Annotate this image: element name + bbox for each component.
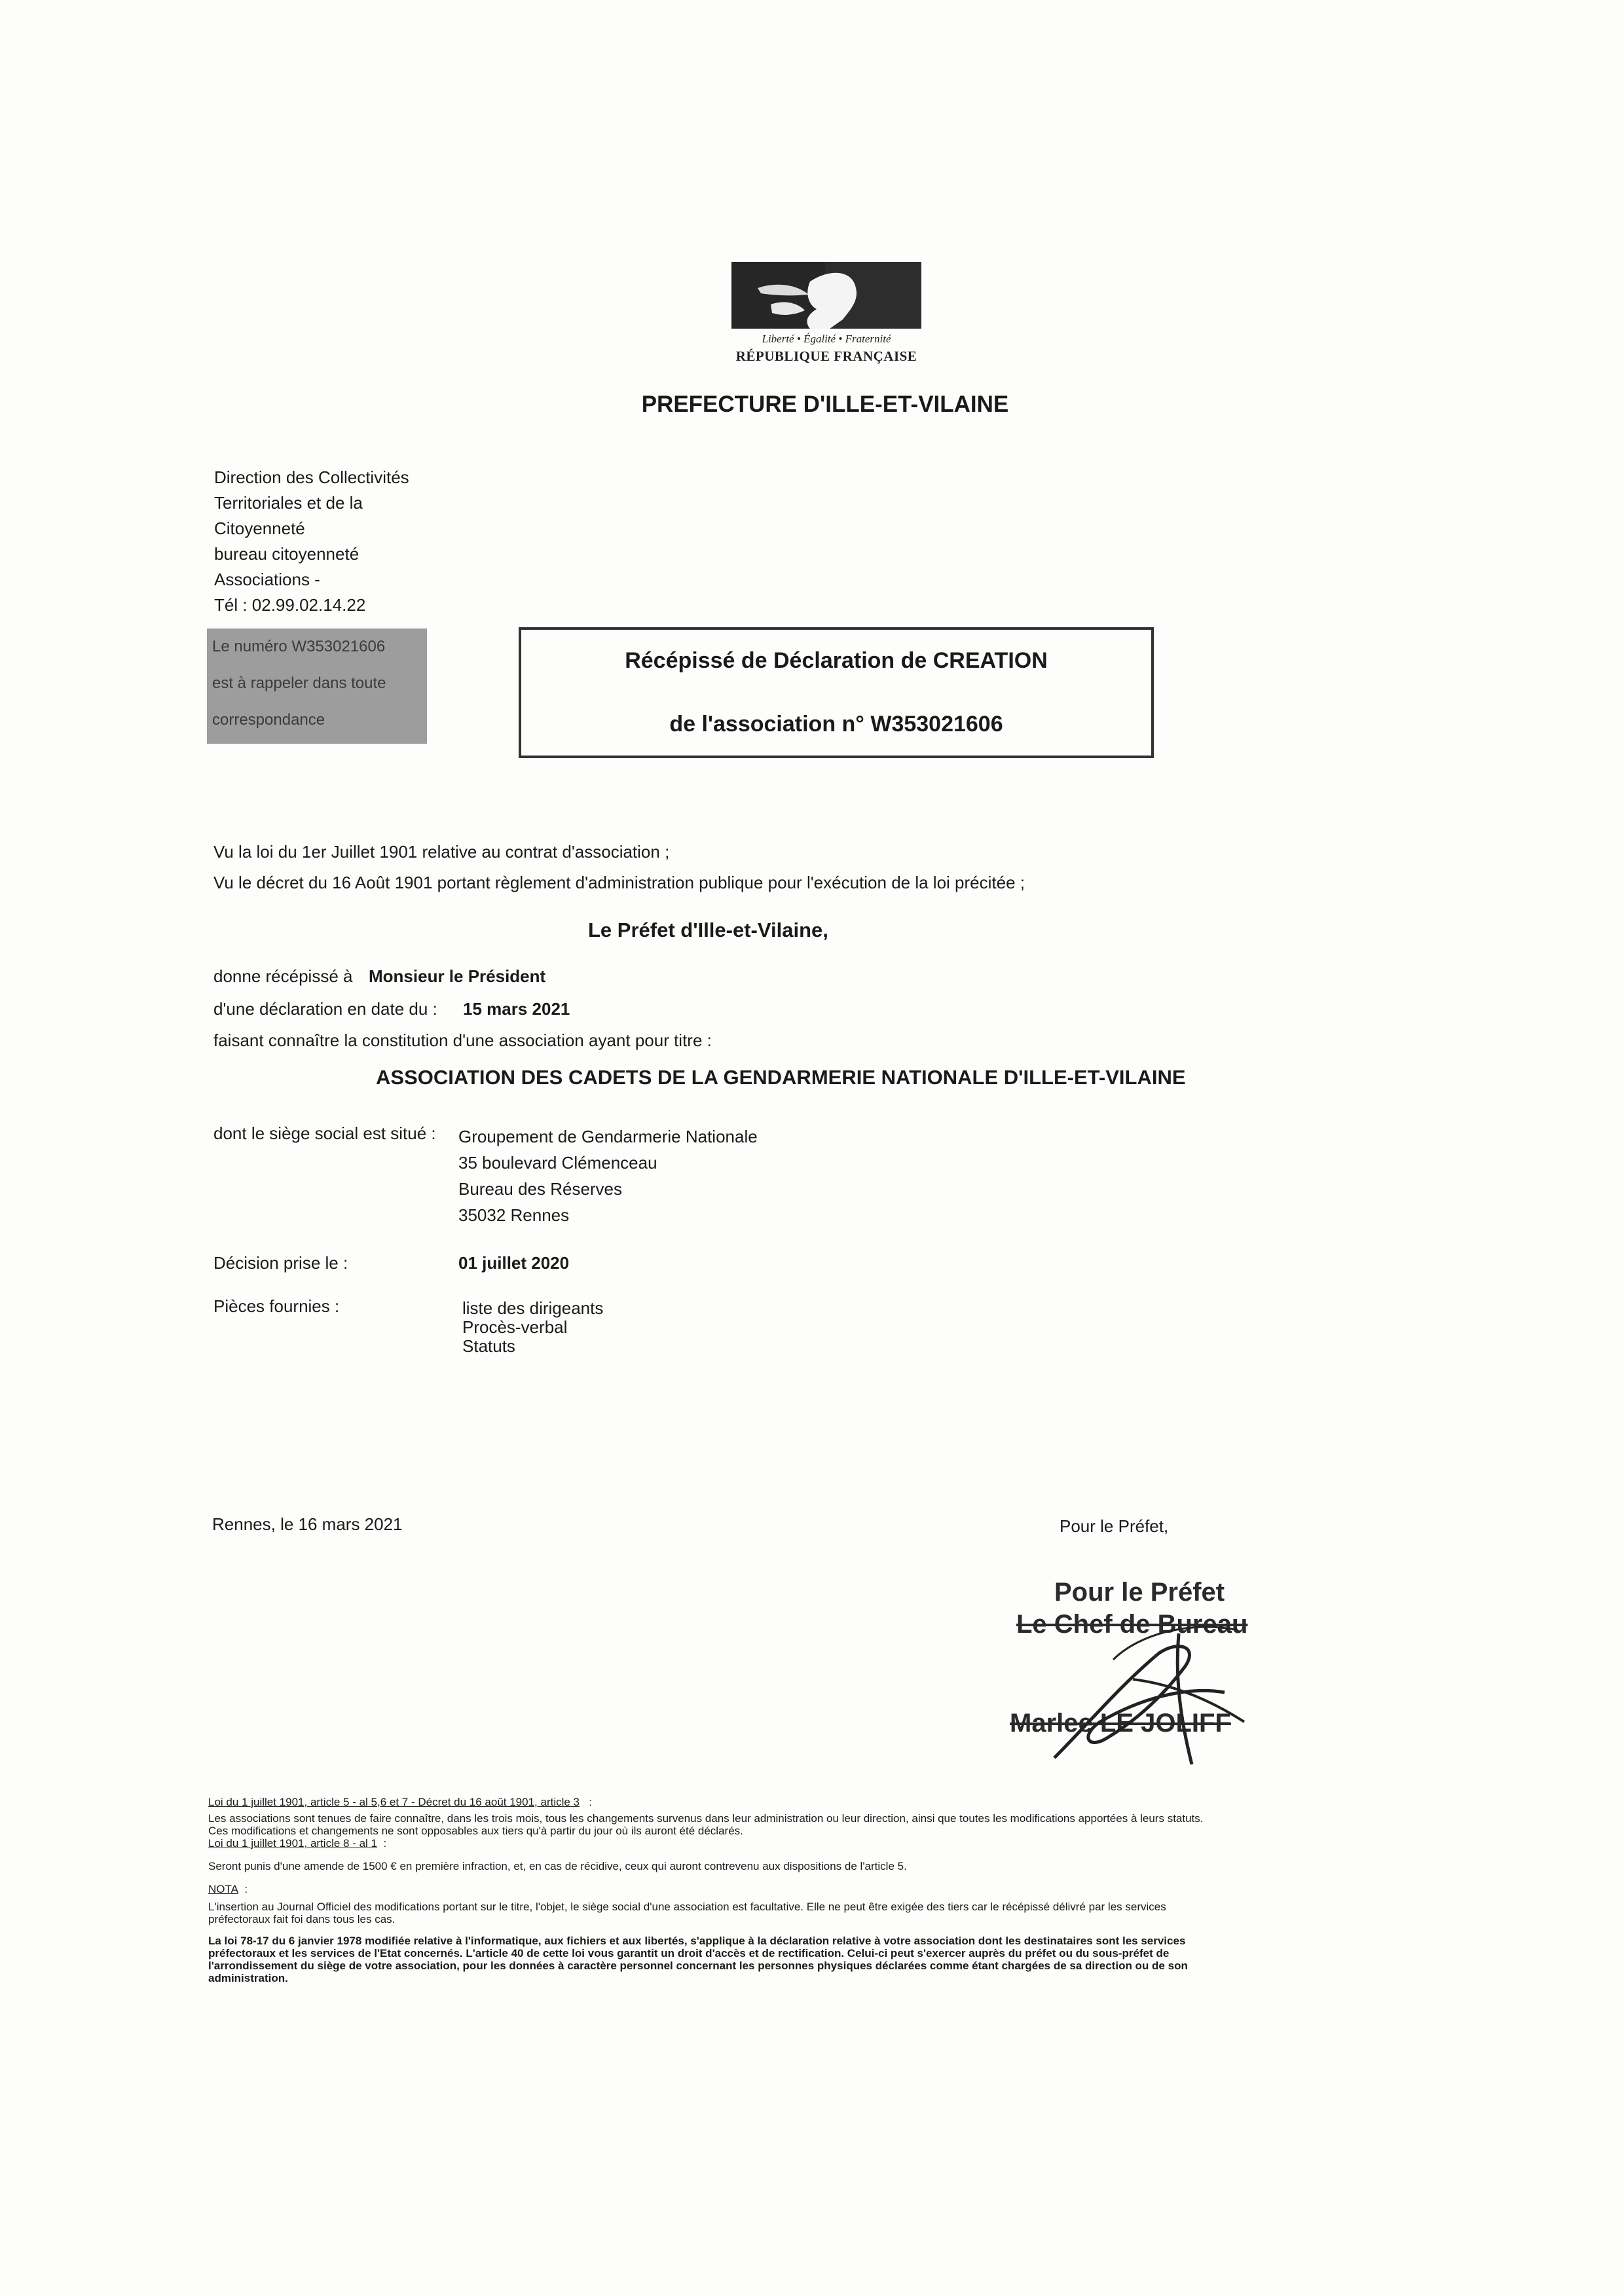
footer-ref-2 bbox=[208, 1837, 1428, 1850]
decision-label: Décision prise le : bbox=[213, 1253, 348, 1273]
stamp-name: Marlee LE JOLIFF bbox=[1010, 1709, 1231, 1738]
nota-label: NOTA bbox=[208, 1883, 238, 1895]
footer-ref-1-text: Loi du 1 juillet 1901, article 5 - al 5,6 et 7 - Décret du 16 août 1901, article 3 bbox=[208, 1796, 580, 1808]
address-line: 35 boulevard Clémenceau bbox=[458, 1153, 657, 1173]
legal-ref-decree: Vu le décret du 16 Août 1901 portant règlement d'administration publique pour l'exécution de la loi précitée ; bbox=[213, 873, 1025, 892]
nota-text: L'insertion au Journal Officiel des modifications portant sur le titre, l'objet, le siège social d'une association est facultative. Elle ne peut être exigée des tiers car le récépissé délivré par les services bbox=[208, 1901, 1166, 1913]
stamp-line: Pour le Préfet bbox=[1054, 1578, 1225, 1607]
place-date: Rennes, le 16 mars 2021 bbox=[212, 1514, 403, 1534]
title-label: faisant connaître la constitution d'une association ayant pour titre : bbox=[213, 1030, 712, 1050]
declaration-date: 15 mars 2021 bbox=[463, 999, 570, 1019]
association-name: ASSOCIATION DES CADETS DE LA GENDARMERIE NATIONALE D'ILLE-ET-VILAINE bbox=[376, 1066, 1186, 1089]
footer-ref-1-suffix: : bbox=[589, 1796, 592, 1808]
receipt-title: Récépissé de Déclaration de CREATION bbox=[625, 648, 1048, 673]
footer-ref-1 bbox=[208, 1796, 1428, 1808]
declaration-date-label: d'une déclaration en date du : bbox=[213, 999, 437, 1019]
document-item: Procès-verbal bbox=[462, 1317, 568, 1337]
address-line: Bureau des Réserves bbox=[458, 1179, 623, 1199]
nota bbox=[208, 1883, 1428, 1895]
footer-text-2: Seront punis d'une amende de 1500 € en première infraction, et, en cas de récidive, ceux qui auront contrevenu aux dispositions de l'article 5. bbox=[208, 1860, 907, 1872]
footer-text-1: Les associations sont tenues de faire connaître, dans les trois mois, tous les changements survenus dans leur administration ou leur direction, ainsi que toutes les modifications apportées à leurs statuts. bbox=[208, 1812, 1204, 1825]
documents-list bbox=[462, 1299, 603, 1356]
reference-note bbox=[207, 629, 427, 744]
gives-receipt-label: donne récépissé à bbox=[213, 966, 353, 986]
association-number: de l'association n° W353021606 bbox=[669, 712, 1003, 737]
documents-label: Pièces fournies : bbox=[213, 1296, 340, 1316]
footer-notes bbox=[208, 1796, 1428, 1984]
handwritten-signature bbox=[1028, 1594, 1303, 1784]
nota-suffix: : bbox=[244, 1883, 248, 1895]
cnil-line: préfectoraux et les services de l'Etat concernés. L'article 40 de cette loi vous garantit un droit d'accès et de rectification. Celui-ci peut s'exercer auprès du préfet ou du sous-préfet de bbox=[208, 1947, 1170, 1959]
reference-note-line: correspondance bbox=[212, 711, 325, 729]
department-line: Direction des Collectivités bbox=[214, 467, 409, 487]
issuing-department bbox=[214, 465, 409, 618]
seat-address bbox=[458, 1123, 758, 1228]
address-line: Groupement de Gendarmerie Nationale bbox=[458, 1127, 758, 1146]
stamp-line: Le Chef de Bureau bbox=[1016, 1610, 1248, 1639]
footer-ref-2-suffix: : bbox=[383, 1837, 387, 1850]
prefecture-title: PREFECTURE D'ILLE-ET-VILAINE bbox=[641, 392, 1009, 417]
reference-note-line: est à rappeler dans toute bbox=[212, 674, 386, 692]
cnil-text bbox=[208, 1935, 1428, 1984]
footer-text-1b: Ces modifications et changements ne sont opposables aux tiers qu'à partir du jour où ils auront été déclarés. bbox=[208, 1825, 743, 1837]
republique-francaise-logo bbox=[731, 262, 921, 365]
address-line: 35032 Rennes bbox=[458, 1205, 570, 1225]
receipt-title-box bbox=[519, 627, 1154, 758]
recipient: Monsieur le Président bbox=[369, 966, 546, 986]
document-item: Statuts bbox=[462, 1336, 515, 1356]
decision-date: 01 juillet 2020 bbox=[458, 1253, 570, 1273]
seat-label: dont le siège social est situé : bbox=[213, 1123, 436, 1143]
department-line: Citoyenneté bbox=[214, 519, 305, 538]
department-line: Associations - bbox=[214, 570, 320, 589]
nota-text: préfectoraux fait foi dans tous les cas. bbox=[208, 1913, 396, 1925]
cnil-line: administration. bbox=[208, 1972, 288, 1984]
department-line: bureau citoyenneté bbox=[214, 544, 360, 564]
cnil-line: La loi 78-17 du 6 janvier 1978 modifiée relative à l'informatique, aux fichiers et aux libertés, s'applique à la déclaration relative à votre association dont les destinataires sont les services bbox=[208, 1935, 1186, 1947]
signature-stamp bbox=[1002, 1568, 1342, 1784]
for-prefect: Pour le Préfet, bbox=[1060, 1516, 1169, 1536]
republic-name: RÉPUBLIQUE FRANÇAISE bbox=[735, 348, 917, 364]
legal-ref-law: Vu la loi du 1er Juillet 1901 relative au contrat d'association ; bbox=[213, 842, 670, 862]
reference-note-line: Le numéro W353021606 bbox=[212, 638, 386, 655]
marianne-emblem bbox=[731, 262, 921, 329]
footer-ref-2-text: Loi du 1 juillet 1901, article 8 - al 1 bbox=[208, 1837, 377, 1850]
department-line: Territoriales et de la bbox=[214, 493, 363, 513]
cnil-line: l'arrondissement du siège de votre association, pour les données à caractère personnel concernant les personnes physiques déclarées comme étant chargées de sa direction ou de son bbox=[208, 1959, 1188, 1972]
prefect-heading: Le Préfet d'Ille-et-Vilaine, bbox=[588, 919, 828, 941]
department-phone: Tél : 02.99.02.14.22 bbox=[214, 595, 366, 615]
republic-motto: Liberté • Égalité • Fraternité bbox=[762, 333, 891, 345]
document-item: liste des dirigeants bbox=[462, 1298, 604, 1318]
